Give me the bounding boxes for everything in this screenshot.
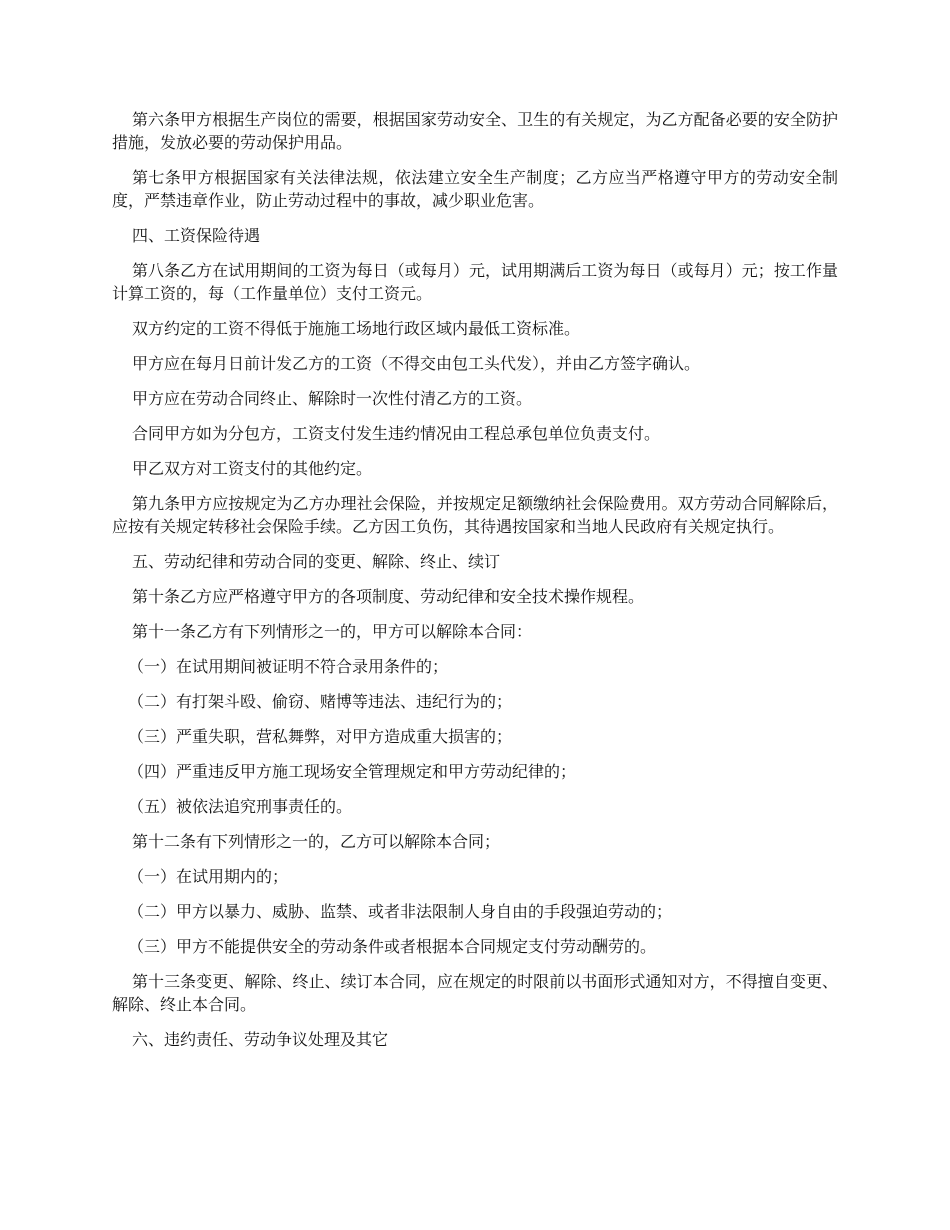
article-11-item-2: （二）有打架斗殴、偷窃、赌博等违法、违纪行为的； [128, 692, 513, 711]
wage-settlement-clause: 甲方应在劳动合同终止、解除时一次性付清乙方的工资。 [132, 389, 533, 408]
section-heading-5: 五、劳动纪律和劳动合同的变更、解除、终止、续订 [132, 552, 501, 571]
article-12-item-1: （一）在试用期内的； [128, 867, 289, 886]
subcontractor-clause: 合同甲方如为分包方，工资支付发生违约情况由工程总承包单位负责支付。 [132, 424, 661, 443]
article-11-item-5: （五）被依法追究刑事责任的。 [128, 797, 353, 816]
article-12: 第十二条有下列情形之一的，乙方可以解除本合同； [132, 832, 501, 851]
article-11: 第十一条乙方有下列情形之一的，甲方可以解除本合同： [132, 622, 533, 641]
article-11-item-3: （三）严重失职，营私舞弊，对甲方造成重大损害的； [128, 727, 513, 746]
wage-payday-clause: 甲方应在每月日前计发乙方的工资（不得交由包工头代发），并由乙方签字确认。 [132, 354, 701, 373]
article-7: 第七条甲方根据国家有关法律法规，依法建立安全生产制度；乙方应当严格遵守甲方的劳动安全制度，严禁违章作业，防止劳动过程中的事故，减少职业危害。 [112, 168, 838, 210]
article-12-item-3: （三）甲方不能提供安全的劳动条件或者根据本合同规定支付劳动酬劳的。 [128, 937, 657, 956]
article-8: 第八条乙方在试用期间的工资为每日（或每月）元，试用期满后工资为每日（或每月）元；按工作量计算工资的，每（工作量单位）支付工资元。 [112, 261, 838, 303]
wage-minimum-clause: 双方约定的工资不得低于施施工场地行政区域内最低工资标准。 [132, 319, 581, 338]
article-10: 第十条乙方应严格遵守甲方的各项制度、劳动纪律和安全技术操作规程。 [132, 587, 645, 606]
article-11-item-1: （一）在试用期间被证明不符合录用条件的； [128, 657, 449, 676]
article-13: 第十三条变更、解除、终止、续订本合同，应在规定的时限前以书面形式通知对方，不得擅自变更、解除、终止本合同。 [112, 972, 838, 1014]
article-6: 第六条甲方根据生产岗位的需要，根据国家劳动安全、卫生的有关规定，为乙方配备必要的安全防护措施，发放必要的劳动保护用品。 [112, 110, 838, 152]
section-heading-6: 六、违约责任、劳动争议处理及其它 [132, 1030, 389, 1049]
other-wage-agreement: 甲乙双方对工资支付的其他约定。 [132, 459, 373, 478]
article-11-item-4: （四）严重违反甲方施工现场安全管理规定和甲方劳动纪律的； [128, 762, 577, 781]
article-12-item-2: （二）甲方以暴力、威胁、监禁、或者非法限制人身自由的手段强迫劳动的； [128, 902, 673, 921]
section-heading-4: 四、工资保险待遇 [132, 226, 261, 245]
article-9: 第九条甲方应按规定为乙方办理社会保险，并按规定足额缴纳社会保险费用。双方劳动合同解除后，应按有关规定转移社会保险手续。乙方因工负伤，其待遇按国家和当地人民政府有关规定执行。 [112, 494, 838, 536]
